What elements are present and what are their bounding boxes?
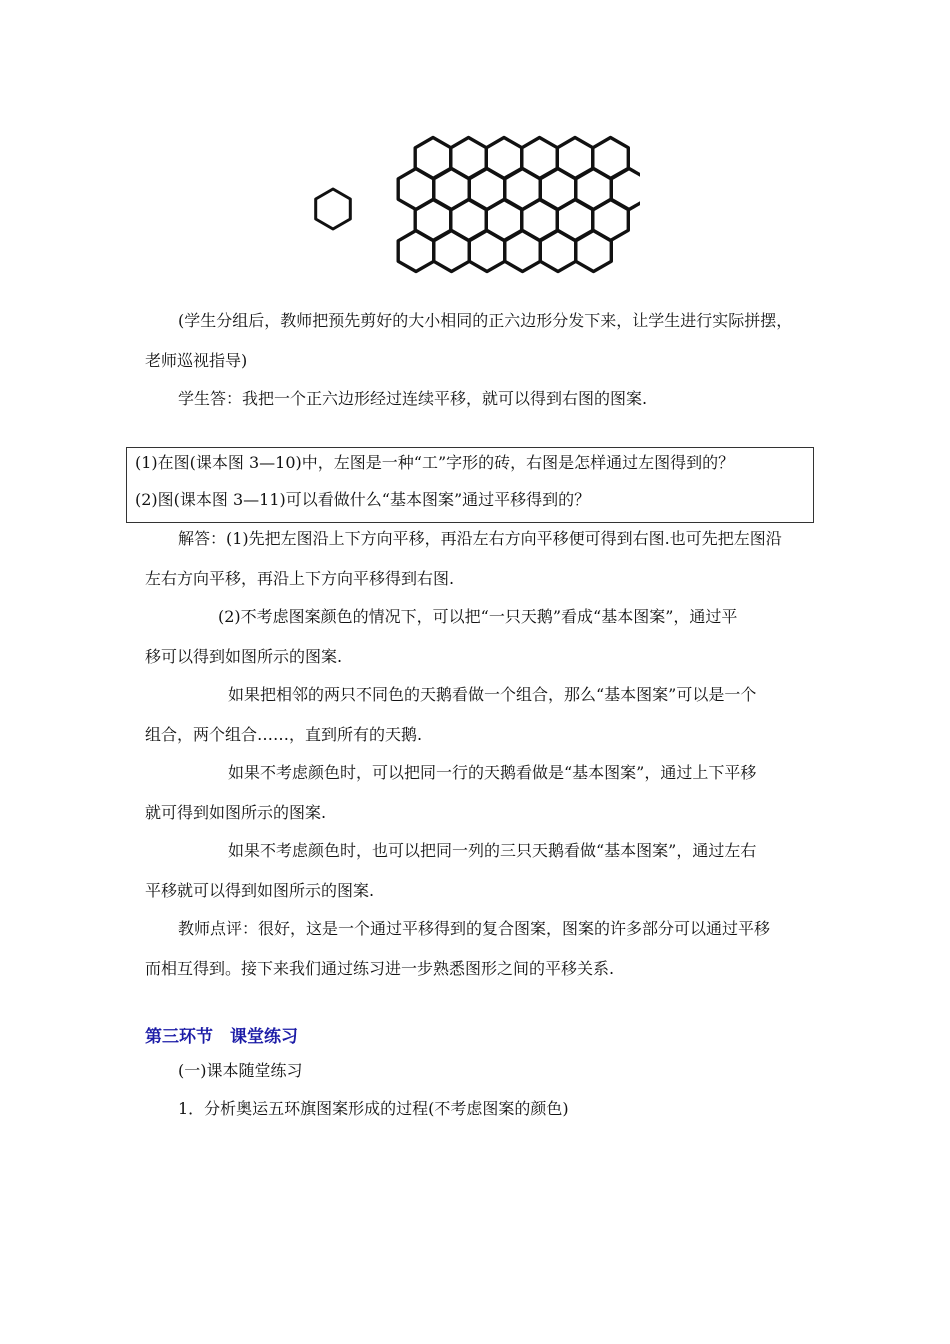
answer-line: 如果不考虑颜色时，可以把同一行的天鹅看做是“基本图案”，通过上下平移 (228, 763, 757, 782)
hexagon-tile (434, 231, 470, 272)
answer-line: 如果把相邻的两只不同色的天鹅看做一个组合，那么“基本图案”可以是一个 (228, 685, 757, 704)
hexagon-tile (505, 231, 541, 272)
answer-line: 左右方向平移，再沿上下方向平移得到右图. (145, 569, 455, 588)
hexagon-tile (316, 189, 351, 229)
hexagon-figure (300, 128, 640, 288)
paragraph-line: 老师巡视指导) (145, 351, 248, 370)
subsection-title: (一)课本随堂练习 (178, 1061, 303, 1080)
comment-line: 而相互得到。接下来我们通过练习进一步熟悉图形之间的平移关系. (145, 959, 615, 978)
comment-line: 教师点评：很好，这是一个通过平移得到的复合图案，图案的许多部分可以通过平移 (178, 919, 771, 938)
paragraph-line: (学生分组后，教师把预先剪好的大小相同的正六边形分发下来，让学生进行实际拼摆， (178, 311, 793, 330)
hexagon-tiling (398, 138, 640, 272)
answer-line: 就可得到如图所示的图案. (145, 803, 327, 822)
hexagon-tile (469, 231, 505, 272)
question-line: (2)图(课本图 3—11)可以看做什么“基本图案”通过平移得到的？ (135, 490, 591, 509)
hexagon-tile (398, 231, 434, 272)
answer-line: (2)不考虑图案颜色的情况下，可以把“一只天鹅”看成“基本图案”，通过平 (218, 607, 738, 626)
answer-line: 解答：(1)先把左图沿上下方向平移，再沿左右方向平移便可得到右图.也可先把左图沿 (178, 529, 782, 548)
answer-line: 组合，两个组合……，直到所有的天鹅. (145, 725, 423, 744)
hexagon-tile (576, 231, 612, 272)
exercise-item: 1．分析奥运五环旗图案形成的过程(不考虑图案的颜色) (178, 1099, 569, 1118)
answer-line: 平移就可以得到如图所示的图案. (145, 881, 375, 900)
hexagon-tile (540, 231, 576, 272)
section-heading: 第三环节 课堂练习 (145, 1027, 298, 1047)
answer-line: 如果不考虑颜色时，也可以把同一列的三只天鹅看做“基本图案”，通过左右 (228, 841, 757, 860)
single-hexagon (316, 189, 351, 229)
paragraph-line: 学生答：我把一个正六边形经过连续平移，就可以得到右图的图案. (178, 389, 648, 408)
answer-line: 移可以得到如图所示的图案. (145, 647, 343, 666)
question-line: (1)在图(课本图 3—10)中，左图是一种“工”字形的砖，右图是怎样通过左图得到的？ (135, 453, 735, 472)
